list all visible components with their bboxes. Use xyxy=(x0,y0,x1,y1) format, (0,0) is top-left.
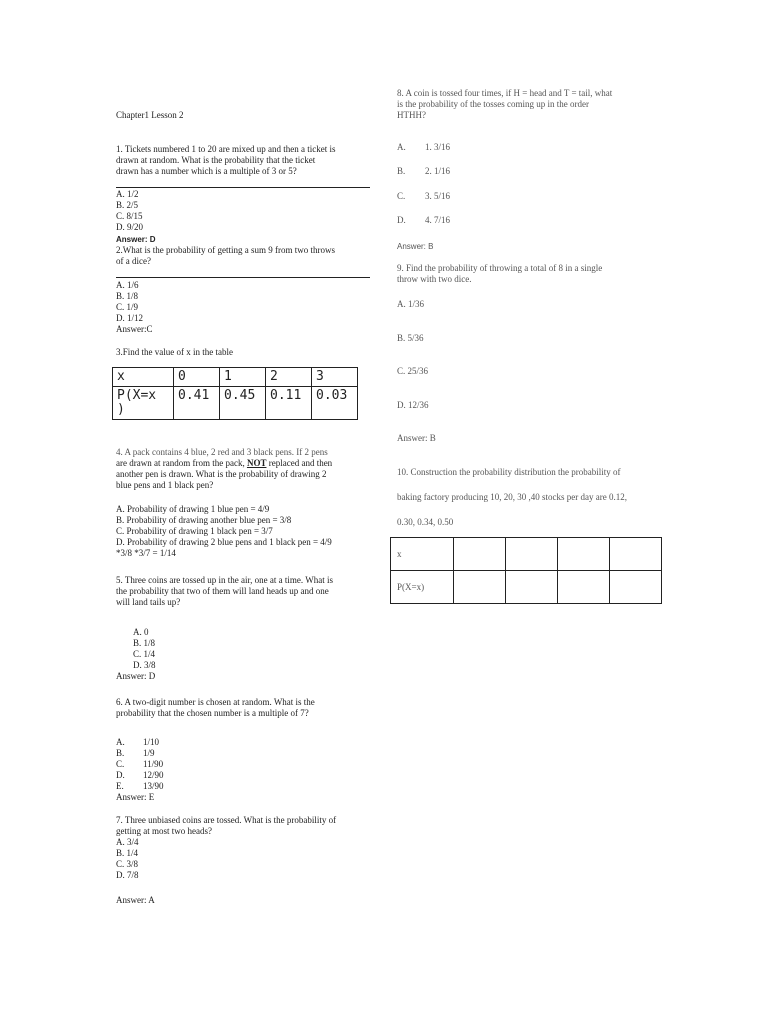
q8-letter: B. xyxy=(397,166,406,177)
q8-answer: Answer: B xyxy=(397,242,434,251)
q3-cell xyxy=(113,387,174,420)
q1-option-b: B. 2/5 xyxy=(116,200,139,210)
q7-option-b: B. 1/4 xyxy=(116,848,139,858)
q10-cell xyxy=(610,538,662,571)
q1-line: drawn has a number which is a multiple of 3 or 5? xyxy=(116,166,297,176)
q9-option-b: B. 5/36 xyxy=(397,333,424,343)
q9-answer: Answer: B xyxy=(397,433,436,443)
q5-option-a: A. 0 xyxy=(133,627,149,637)
q2-line: 2.What is the probability of getting a sum 9 from two throws xyxy=(116,245,335,255)
q5-option-d: D. 3/8 xyxy=(133,660,156,670)
q4-line: 4. A pack contains 4 blue, 2 red and 3 black pens. If 2 pens xyxy=(116,447,328,457)
q2-divider xyxy=(116,277,370,278)
q3-cell: x xyxy=(113,368,174,387)
q5-line: the probability that two of them will land heads up and one xyxy=(116,586,329,596)
q10-cell-label: x xyxy=(391,538,454,571)
q4-option-c: C. Probability of drawing 1 black pen = 3/7 xyxy=(116,526,273,536)
q6-value: 13/90 xyxy=(143,781,164,791)
q9-line: throw with two dice. xyxy=(397,274,472,284)
q6-letter: A. xyxy=(116,737,125,747)
q6-option-letters xyxy=(116,737,125,792)
q9-option-d: D. 12/36 xyxy=(397,400,429,410)
q1-divider xyxy=(116,187,370,188)
q3-cell: 0.45 xyxy=(220,387,266,420)
q8-line: 8. A coin is tossed four times, if H = head and T = tail, what xyxy=(397,88,613,98)
q10-row-px xyxy=(391,571,662,604)
q8-letter: C. xyxy=(397,190,406,201)
q3-cell: 0 xyxy=(174,368,220,387)
q6-letter: D. xyxy=(116,770,125,780)
q4-option-a: A. Probability of drawing 1 blue pen = 4/9 xyxy=(116,504,270,514)
q8-question xyxy=(397,88,612,121)
q5-line: will land tails up? xyxy=(116,597,181,607)
q10-line-1: 10. Construction the probability distribution the probability of xyxy=(397,467,621,477)
q10-cell xyxy=(558,538,610,571)
q2-line: of a dice? xyxy=(116,256,151,266)
q10-line-3: 0.30, 0.34, 0.50 xyxy=(397,517,454,527)
q4-question xyxy=(116,447,332,491)
q7-line: 7. Three unbiased coins are tossed. What is the probability of xyxy=(116,815,337,825)
q8-value: 1. 3/16 xyxy=(425,142,451,152)
q1-option-d: D. 9/20 xyxy=(116,222,143,232)
q3-cell: 2 xyxy=(266,368,312,387)
q6-letter: E. xyxy=(116,781,124,791)
chapter-title: Chapter1 Lesson 2 xyxy=(116,110,184,120)
q4-text: replaced and then xyxy=(268,458,333,468)
q10-cell xyxy=(558,571,610,604)
q9-option-c: C. 25/36 xyxy=(397,366,429,376)
q7-option-c: C. 3/8 xyxy=(116,859,139,869)
q3-cell: 0.41 xyxy=(174,387,220,420)
q7-question xyxy=(116,815,336,837)
q3-cell: 3 xyxy=(312,368,358,387)
q6-answer: Answer: E xyxy=(116,792,155,802)
q5-option-c: C. 1/4 xyxy=(133,649,156,659)
q8-option-letters xyxy=(397,135,406,232)
q10-cell xyxy=(506,571,558,604)
q8-value: 4. 7/16 xyxy=(425,214,451,225)
q1-options xyxy=(116,189,143,233)
q10-cell-label: P(X=x) xyxy=(391,571,454,604)
q4-option-b: B. Probability of drawing another blue pen = 3/8 xyxy=(116,515,292,525)
q2-options xyxy=(116,280,143,324)
q4-option-d-cont: *3/8 *3/7 = 1/14 xyxy=(116,548,176,558)
q1-answer: Answer: D xyxy=(116,235,156,244)
q9-line: 9. Find the probability of throwing a total of 8 in a single xyxy=(397,263,603,273)
q8-letter: D. xyxy=(397,214,406,225)
q8-letter: A. xyxy=(397,142,406,152)
q3-cell: 1 xyxy=(220,368,266,387)
q4-line: another pen is drawn. What is the probability of drawing 2 xyxy=(116,469,327,479)
q3-cell: 0.11 xyxy=(266,387,312,420)
q2-option-b: B. 1/8 xyxy=(116,291,139,301)
q7-option-a: A. 3/4 xyxy=(116,837,139,847)
q8-value: 2. 1/16 xyxy=(425,166,451,177)
q9-question xyxy=(397,263,602,285)
q6-value: 1/9 xyxy=(143,748,155,758)
q6-value: 11/90 xyxy=(143,759,164,769)
q7-line: getting at most two heads? xyxy=(116,826,212,836)
q5-line: 5. Three coins are tossed up in the air, one at a time. What is xyxy=(116,575,333,585)
q8-option-values xyxy=(425,135,450,232)
q5-question xyxy=(116,575,333,608)
q1-option-c: C. 8/15 xyxy=(116,211,143,221)
q5-option-b: B. 1/8 xyxy=(133,638,156,648)
q4-not-emphasis: NOT xyxy=(246,458,267,468)
q3-label-line: P(X=x xyxy=(117,388,157,403)
q6-question xyxy=(116,697,315,719)
q6-line: probability that the chosen number is a multiple of 7? xyxy=(116,708,309,718)
q10-cell xyxy=(610,571,662,604)
q10-cell xyxy=(454,538,506,571)
q8-line: HTHH? xyxy=(397,110,426,120)
q5-answer: Answer: D xyxy=(116,671,156,681)
q6-value: 12/90 xyxy=(143,770,164,780)
q7-options xyxy=(116,837,139,881)
q1-option-a: A. 1/2 xyxy=(116,189,139,199)
q7-option-d: D. 7/8 xyxy=(116,870,139,880)
q3-table xyxy=(112,367,358,420)
q3-row-px xyxy=(113,387,358,420)
q3-cell: 0.03 xyxy=(312,387,358,420)
q2-answer: Answer:C xyxy=(116,324,153,334)
q1-question xyxy=(116,144,335,177)
q6-letter: C. xyxy=(116,759,125,769)
q5-options xyxy=(133,627,156,671)
q3-label-line: ) xyxy=(117,402,125,417)
q2-option-d: D. 1/12 xyxy=(116,313,143,323)
q2-question xyxy=(116,245,335,267)
q2-option-a: A. 1/6 xyxy=(116,280,139,290)
q1-line: drawn at random. What is the probability that the ticket xyxy=(116,155,316,165)
q10-line-2: baking factory producing 10, 20, 30 ,40 stocks per day are 0.12, xyxy=(397,492,627,502)
q10-cell xyxy=(454,571,506,604)
q1-line: 1. Tickets numbered 1 to 20 are mixed up and then a ticket is xyxy=(116,144,336,154)
q4-option-d: D. Probability of drawing 2 blue pens and 1 black pen = 4/9 xyxy=(116,537,332,547)
q4-line: blue pens and 1 black pen? xyxy=(116,480,214,490)
q8-value: 3. 5/16 xyxy=(425,190,451,201)
q3-question: 3.Find the value of x in the table xyxy=(116,347,233,357)
q4-line xyxy=(116,458,332,469)
q10-cell xyxy=(506,538,558,571)
q8-line: is the probability of the tosses coming up in the order xyxy=(397,99,589,109)
q6-option-values xyxy=(143,737,164,792)
q6-value: 1/10 xyxy=(143,737,160,747)
q10-row-x xyxy=(391,538,662,571)
q10-table xyxy=(390,537,662,604)
q7-answer: Answer: A xyxy=(116,895,155,905)
q9-option-a: A. 1/36 xyxy=(397,299,424,309)
q2-option-c: C. 1/9 xyxy=(116,302,139,312)
q6-line: 6. A two-digit number is chosen at random. What is the xyxy=(116,697,315,707)
q4-options xyxy=(116,504,332,559)
q3-row-x xyxy=(113,368,358,387)
q6-letter: B. xyxy=(116,748,125,758)
q4-text: are drawn at random from the pack, xyxy=(116,458,245,468)
